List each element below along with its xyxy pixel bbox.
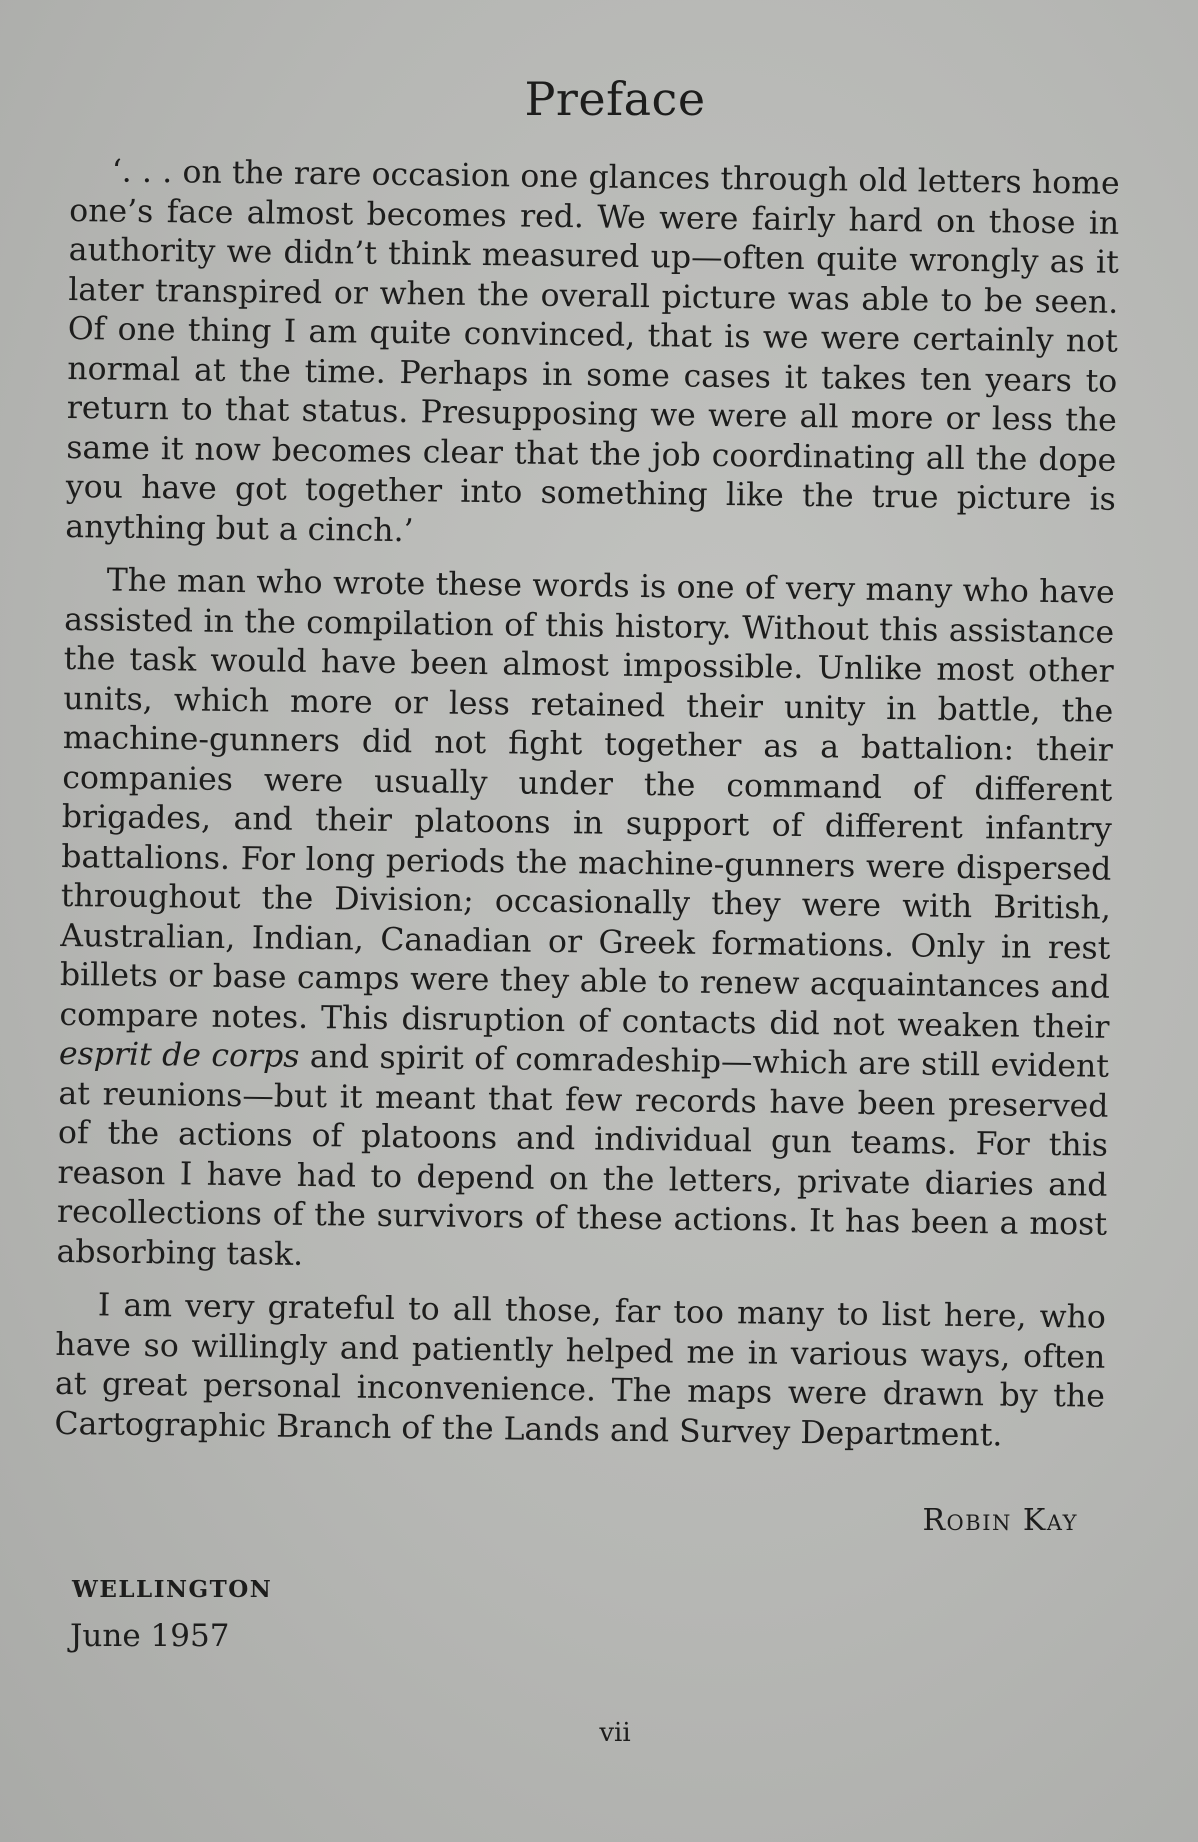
italic-phrase: esprit de corps [58, 1035, 300, 1075]
place-line: WELLINGTON [72, 1576, 273, 1603]
page-title: Preface [524, 72, 706, 126]
paragraph-2 [56, 561, 1115, 1285]
quoted-paragraph: ‘. . . on the rare occasion one glances through old letters home one’s face almost becomes red. We were fairly hard on those in authority we didn’t think measured up—often quite wrongly as it later transpired or when the overall picture was able to be seen. Of one thing I am quite convinced, that is we were certainly not normal at the time. Perhaps in some cases it takes ten years to return to that status. Presupposing we were all more or less the same it now becomes clear that the job coordinating all the dope you have got together into something like the true picture is anything but a cinch.’ [65, 153, 1120, 549]
author-signature: Robin Kay [922, 1503, 1078, 1538]
page-number: vii [599, 1718, 631, 1748]
paragraph-2-text-after: and spirit of comradeship—which are still evident at reunions—but it meant that few records have been preserved of the actions of platoons and individual gun teams. For this reason I have had to depend on the letters, private diaries and recollections of the survivors of these actions. It has been a most absorbing task. [56, 1038, 1110, 1273]
date-line: June 1957 [70, 1618, 230, 1654]
preface-body [54, 152, 1120, 1471]
paragraph-2-text-before: The man who wrote these words is one of very many who have assisted in the compilation of this history. Without this assistance the task would have been almost impossible. Unlike most other units, which more or less retained their unity in battle, the machine-gunners did not fight together as a battalion: their companies were usually under the command of different brigades, and their platoons in support of different infantry battalions. For long periods the machine-gunners were dispersed throughout the Division; occasionally they were with British, Australian, Indian, Canadian or Greek formations. Only in rest billets or base camps were they able to renew acquaintances and compare notes. This disruption of contacts did not weaken their [59, 562, 1115, 1046]
paragraph-3: I am very grateful to all those, far too many to list here, who have so willingly and patiently helped me in various ways, often at great personal inconvenience. The maps were drawn by the Cartographic Branch of the Lands and Survey Department. [54, 1287, 1107, 1453]
